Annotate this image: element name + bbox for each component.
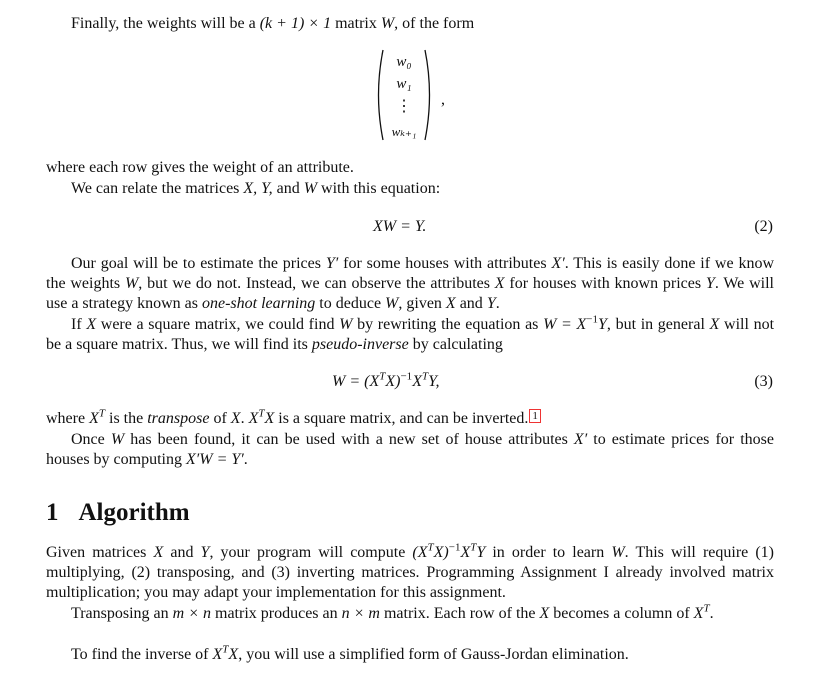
relate-line: We can relate the matrices X, Y, and W with this equation: xyxy=(71,180,441,197)
transposing-paragraph: Transposing an m × n matrix produces an n × m matrix. Each row of the X becomes a column of $X^T$. xyxy=(71,602,714,622)
algorithm-paragraph: Given matrices X and Y, your program will compute $(X^TX)^{-1}X^TY$ in order to learn W. This will require (1) multiplying, (2) transposing, and (3) inverting matrices. Programming Assignment I already involved matrix multiplication; you may adapt your implementation for this assignment. xyxy=(46,541,775,601)
matrix-entry-wk1: wₖ₊₁ xyxy=(391,124,417,139)
equation-3-number: (3) xyxy=(754,373,773,390)
matrix-entry-w0: w₀ xyxy=(396,54,412,70)
goal-paragraph: Our goal will be to estimate the prices Y′ for some houses with attributes X′. This is easily done if we know the weights W, but we do not. Instead, we can observe the attributes X for houses with known prices Y. We will use a strategy known as one-shot learning to deduce W, given X and Y. xyxy=(46,255,775,312)
matrix-vdots: ⋮ xyxy=(396,98,412,115)
once-paragraph: Once W has been found, it can be used with a new set of house attributes X′ to estimate prices for those houses by computing X′W = Y′. xyxy=(46,431,774,468)
equation-2: XW = Y. xyxy=(373,218,427,235)
intro-line: Finally, the weights will be a (k + 1) × 1 matrix W, of the form xyxy=(71,15,475,32)
section-number: 1 xyxy=(46,499,59,526)
square-paragraph: If X were a square matrix, we could find W by rewriting the equation as $W = X^{-1}Y$, but in general X will not be a square matrix. Thus, we will find its pseudo-inverse by calculating xyxy=(46,313,775,353)
matrix-entry-w1: w₁ xyxy=(396,76,412,92)
weight-matrix xyxy=(373,48,435,142)
section-title: Algorithm xyxy=(78,499,190,526)
equation-2-number: (2) xyxy=(754,218,773,235)
row-text: where each row gives the weight of an attribute. xyxy=(46,159,354,176)
inverse-line: To find the inverse of $X^TX$, you will use a simplified form of Gauss-Jordan elimination. xyxy=(71,643,629,663)
transpose-line: where $X^T$ is the transpose of X. $X^TX$ is a square matrix, and can be inverted. 1 xyxy=(46,409,541,429)
matrix-comma: , xyxy=(441,91,445,108)
section-heading xyxy=(46,498,190,528)
footnote-link[interactable]: 1 xyxy=(529,409,541,423)
equation-3: $W = (X^TX)^{-1}X^TY$, xyxy=(332,370,440,390)
